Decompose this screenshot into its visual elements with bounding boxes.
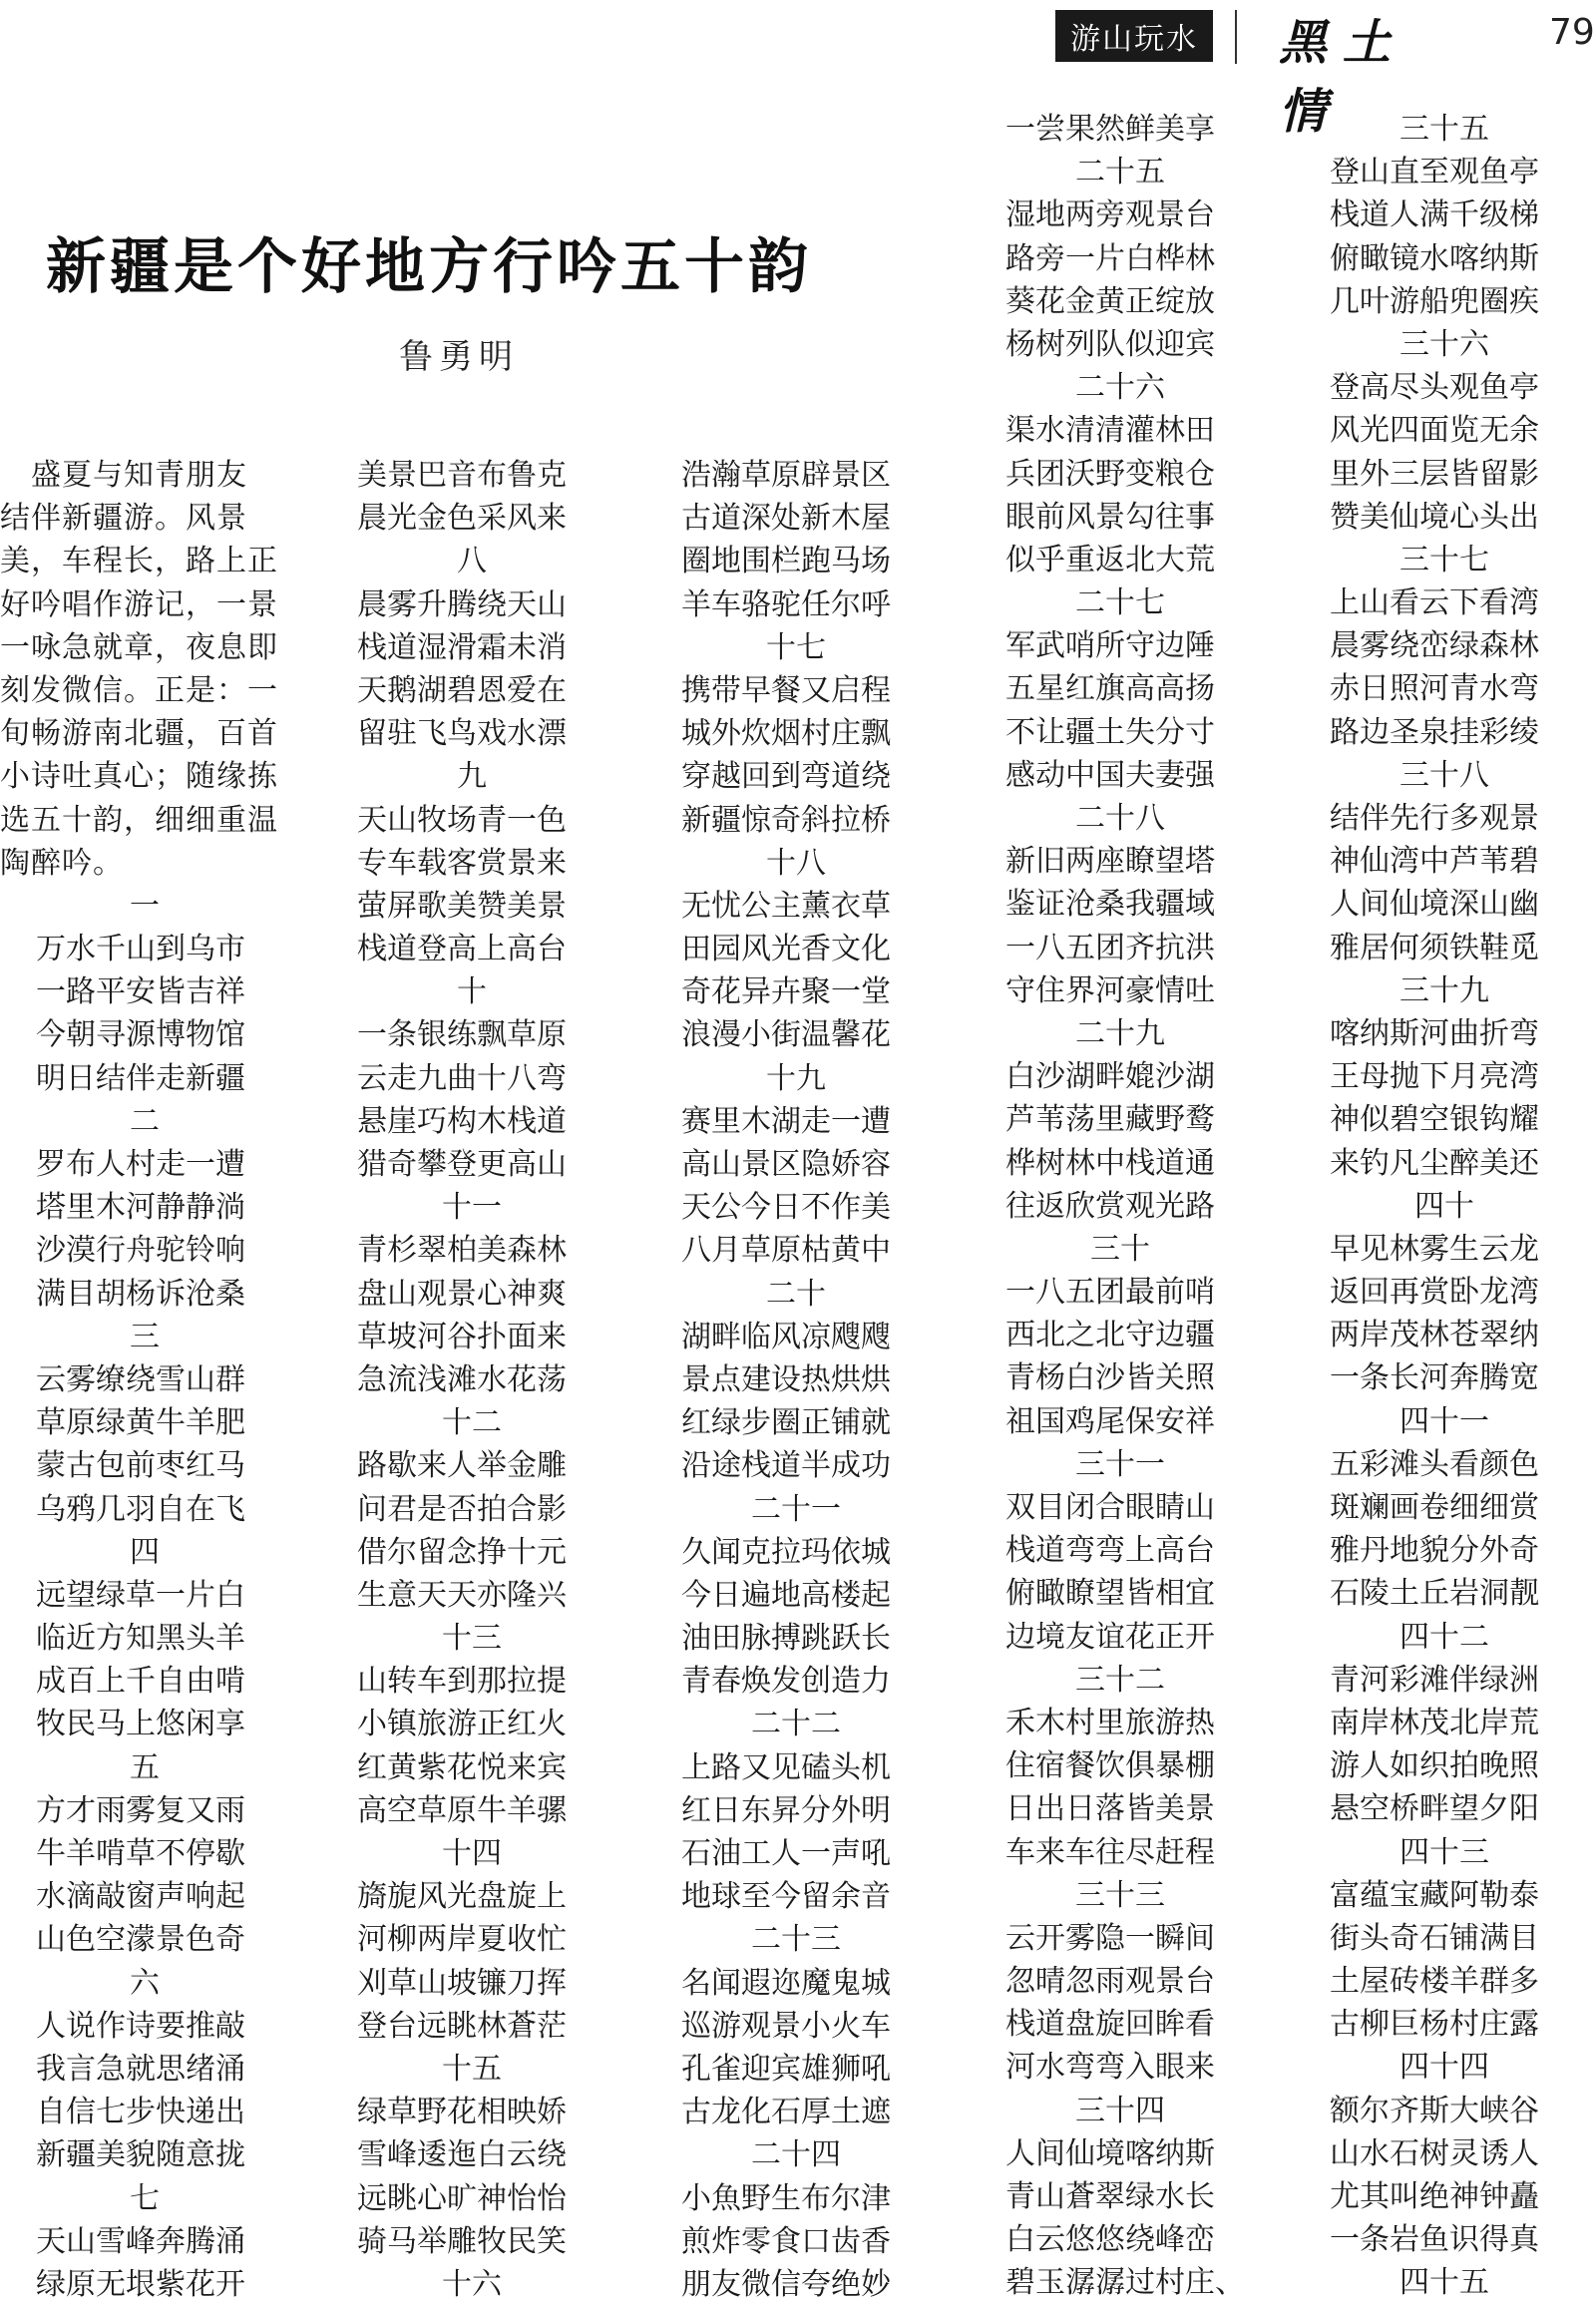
verse-line: 高山景区隐娇容 <box>681 1147 891 1182</box>
verse-line: 萤屏歌美赞美景 <box>357 888 567 924</box>
stanza-number: 三十五 <box>1399 112 1489 147</box>
verse-line: 沙漠行舟驼铃响 <box>36 1233 245 1269</box>
intro-line: 旬畅游南北疆，百首 <box>0 716 278 752</box>
stanza-number: 六 <box>130 1965 160 2001</box>
verse-line: 急流浅滩水花荡 <box>357 1361 567 1397</box>
verse-line: 石油工人一声吼 <box>681 1836 891 1871</box>
verse-line: 鉴证沧桑我疆域 <box>1005 887 1215 923</box>
verse-line: 我言急就思绪涌 <box>36 2051 245 2087</box>
verse-line: 新疆美貌随意拢 <box>36 2137 245 2173</box>
verse-line: 登台远眺林蒼茫 <box>357 2008 567 2044</box>
verse-line: 城外炊烟村庄飘 <box>681 716 891 752</box>
verse-line: 沿途栈道半成功 <box>681 1448 891 1484</box>
verse-line: 问君是否拍合影 <box>357 1491 567 1527</box>
verse-line: 刈草山坡镰刀挥 <box>357 1965 567 2001</box>
verse-line: 穿越回到弯道绕 <box>681 759 891 795</box>
verse-line: 自信七步快递出 <box>36 2095 245 2130</box>
verse-line: 杨树列队似迎宾 <box>1005 326 1215 362</box>
verse-line: 名闻遐迩魔鬼城 <box>681 1965 891 2001</box>
verse-line: 祖国鸡尾保安祥 <box>1005 1403 1215 1439</box>
verse-line: 红日东昇分外明 <box>681 1792 891 1828</box>
verse-line: 赞美仙境心头出 <box>1330 499 1539 535</box>
verse-line: 旖旎风光盘旋上 <box>357 1879 567 1915</box>
verse-line: 河柳两岸夏收忙 <box>357 1922 567 1958</box>
verse-line: 八月草原枯黄中 <box>681 1233 891 1269</box>
verse-line: 乌鸦几羽自在飞 <box>36 1491 245 1527</box>
verse-line: 白云悠悠绕峰峦 <box>1005 2222 1215 2258</box>
verse-line: 万水千山到乌市 <box>36 932 245 967</box>
stanza-number: 九 <box>457 759 487 795</box>
verse-line: 今朝寻源博物馆 <box>36 1017 245 1053</box>
verse-line: 今日遍地高楼起 <box>681 1577 891 1613</box>
verse-line: 水滴敲窗声响起 <box>36 1879 245 1915</box>
verse-line: 蒙古包前枣红马 <box>36 1448 245 1484</box>
verse-line: 奇花异卉聚一堂 <box>681 974 891 1010</box>
verse-line: 人间仙境深山幽 <box>1330 887 1539 923</box>
verse-line: 临近方知黑头羊 <box>36 1621 245 1657</box>
verse-line: 明日结伴走新疆 <box>36 1060 245 1096</box>
verse-line: 登高尽头观鱼亭 <box>1330 370 1539 406</box>
stanza-number: 三十九 <box>1399 972 1489 1008</box>
verse-line: 天鹅湖碧恩爱在 <box>357 672 567 708</box>
verse-line: 专车载客赏景来 <box>357 845 567 881</box>
verse-line: 不让疆土失分寸 <box>1005 714 1215 750</box>
verse-line: 湖畔临风凉飕飕 <box>681 1319 891 1354</box>
stanza-number: 三 <box>130 1319 160 1354</box>
verse-line: 路边圣泉挂彩绫 <box>1330 714 1539 750</box>
intro-line: 结伴新疆游。风景 <box>0 501 247 537</box>
verse-line: 天山牧场青一色 <box>357 802 567 838</box>
verse-line: 车来车往尽赶程 <box>1005 1834 1215 1870</box>
verse-line: 富蕴宝藏阿勒泰 <box>1330 1877 1539 1913</box>
verse-line: 悬空桥畔望夕阳 <box>1330 1791 1539 1827</box>
intro-line: 刻发微信。正是：一 <box>0 672 278 708</box>
verse-line: 新旧两座瞭望塔 <box>1005 844 1215 880</box>
stanza-number: 十八 <box>766 845 826 881</box>
page-number: 79 <box>1549 12 1595 53</box>
stanza-number: 二十五 <box>1075 155 1165 191</box>
verse-line: 湿地两旁观景台 <box>1005 197 1215 233</box>
verse-line: 边境友谊花正开 <box>1005 1619 1215 1655</box>
verse-line: 一条银练飘草原 <box>357 1017 567 1053</box>
stanza-number: 四 <box>130 1534 160 1570</box>
verse-line: 草坡河谷扑面来 <box>357 1319 567 1354</box>
verse-line: 猎奇攀登更高山 <box>357 1147 567 1182</box>
verse-line: 土屋砖楼羊群多 <box>1330 1964 1539 2000</box>
verse-line: 眼前风景勾往事 <box>1005 499 1215 535</box>
verse-line: 王母抛下月亮湾 <box>1330 1059 1539 1095</box>
verse-line: 草原绿黄牛羊肥 <box>36 1405 245 1441</box>
stanza-number: 一 <box>130 888 160 924</box>
verse-line: 路歇来人举金雕 <box>357 1448 567 1484</box>
verse-line: 借尔留念挣十元 <box>357 1534 567 1570</box>
verse-line: 牛羊啃草不停歇 <box>36 1836 245 1871</box>
verse-line: 渠水清清灌林田 <box>1005 413 1215 449</box>
verse-line: 桦树林中栈道通 <box>1005 1145 1215 1181</box>
verse-line: 结伴先行多观景 <box>1330 801 1539 836</box>
stanza-number: 四十一 <box>1399 1403 1489 1439</box>
verse-line: 兵团沃野变粮仓 <box>1005 456 1215 492</box>
verse-line: 留驻飞鸟戏水漂 <box>357 716 567 752</box>
verse-line: 绿原无垠紫花开 <box>36 2266 245 2302</box>
stanza-number: 三十 <box>1090 1231 1150 1267</box>
stanza-number: 二 <box>130 1103 160 1139</box>
verse-line: 浪漫小街温馨花 <box>681 1017 891 1053</box>
verse-line: 塔里木河静静淌 <box>36 1190 245 1226</box>
stanza-number: 十三 <box>442 1621 502 1657</box>
verse-line: 上路又见磕头机 <box>681 1749 891 1785</box>
verse-line: 来钓凡尘醉美还 <box>1330 1145 1539 1181</box>
verse-line: 俯瞰瞭望皆相宜 <box>1005 1576 1215 1612</box>
verse-line: 街头奇石铺满目 <box>1330 1920 1539 1956</box>
verse-line: 圈地围栏跑马场 <box>681 544 891 579</box>
article-title: 新疆是个好地方行吟五十韵 <box>46 232 812 302</box>
verse-line: 雅居何须铁鞋觅 <box>1330 930 1539 965</box>
verse-line: 云雾缭绕雪山群 <box>36 1361 245 1397</box>
intro-line: 陶醉吟。 <box>0 845 124 881</box>
stanza-number: 三十四 <box>1075 2093 1165 2128</box>
stanza-number: 二十一 <box>751 1491 841 1527</box>
verse-line: 神似碧空银钩耀 <box>1330 1102 1539 1138</box>
verse-line: 红黄紫花悦来宾 <box>357 1749 567 1785</box>
verse-line: 栈道湿滑霜未消 <box>357 629 567 665</box>
verse-line: 久闻克拉玛依城 <box>681 1534 891 1570</box>
stanza-number: 四十 <box>1414 1188 1474 1224</box>
stanza-number: 二十六 <box>1075 370 1165 406</box>
verse-line: 满目胡杨诉沧桑 <box>36 1276 245 1312</box>
verse-line: 牧民马上悠闲享 <box>36 1707 245 1742</box>
verse-line: 晨雾升腾绕天山 <box>357 586 567 622</box>
verse-line: 携带早餐又启程 <box>681 672 891 708</box>
verse-line: 雪峰逶迤白云绕 <box>357 2137 567 2173</box>
stanza-number: 十九 <box>766 1060 826 1096</box>
verse-line: 山水石树灵诱人 <box>1330 2135 1539 2171</box>
verse-line: 人说作诗要推敲 <box>36 2008 245 2044</box>
verse-line: 日出日落皆美景 <box>1005 1791 1215 1827</box>
verse-line: 一尝果然鲜美享 <box>1005 112 1215 147</box>
verse-line: 巡游观景小火车 <box>681 2008 891 2044</box>
text-column-4 <box>1005 108 1245 2305</box>
stanza-number: 十四 <box>442 1836 502 1871</box>
intro-line: 一咏急就章，夜息即 <box>0 629 278 665</box>
stanza-number: 十一 <box>442 1190 502 1226</box>
verse-line: 河水弯弯入眼来 <box>1005 2050 1215 2086</box>
verse-line: 栈道盘旋回眸看 <box>1005 2007 1215 2043</box>
verse-line: 骑马举雕牧民笑 <box>357 2223 567 2259</box>
verse-line: 青杨白沙皆关照 <box>1005 1360 1215 1396</box>
verse-line: 赛里木湖走一遭 <box>681 1103 891 1139</box>
verse-line: 天山雪峰奔腾涌 <box>36 2223 245 2259</box>
verse-line: 孔雀迎宾雄狮吼 <box>681 2051 891 2087</box>
verse-line: 喀纳斯河曲折弯 <box>1330 1015 1539 1051</box>
verse-line: 尤其叫绝神钟矗 <box>1330 2179 1539 2214</box>
verse-line: 天公今日不作美 <box>681 1190 891 1226</box>
intro-line: 选五十韵，细细重温 <box>0 802 278 838</box>
verse-line: 一条岩鱼识得真 <box>1330 2222 1539 2258</box>
stanza-number: 八 <box>457 544 487 579</box>
verse-line: 双目闭合眼睛山 <box>1005 1490 1215 1525</box>
text-column-2 <box>357 454 587 2306</box>
verse-line: 景点建设热烘烘 <box>681 1361 891 1397</box>
verse-line: 青春焕发创造力 <box>681 1664 891 1700</box>
verse-line: 神仙湾中芦苇碧 <box>1330 844 1539 880</box>
verse-line: 盘山观景心神爽 <box>357 1276 567 1312</box>
verse-line: 罗布人村走一遭 <box>36 1147 245 1182</box>
verse-line: 云开雾隐一瞬间 <box>1005 1920 1215 1956</box>
stanza-number: 三十八 <box>1399 757 1489 793</box>
verse-line: 古道深处新木屋 <box>681 501 891 537</box>
verse-line: 里外三层皆留影 <box>1330 456 1539 492</box>
verse-line: 禾木村里旅游热 <box>1005 1705 1215 1740</box>
verse-line: 山色空濛景色奇 <box>36 1922 245 1958</box>
verse-line: 青山蒼翠绿水长 <box>1005 2179 1215 2214</box>
verse-line: 云走九曲十八弯 <box>357 1060 567 1096</box>
verse-line: 地球至今留余音 <box>681 1879 891 1915</box>
verse-line: 青杉翠柏美森林 <box>357 1233 567 1269</box>
stanza-number: 二十八 <box>1075 801 1165 836</box>
verse-line: 古龙化石厚土遮 <box>681 2095 891 2130</box>
verse-line: 往返欣赏观光路 <box>1005 1188 1215 1224</box>
intro-line: 小诗吐真心；随缘拣 <box>0 759 278 795</box>
verse-line: 五星红旗高高扬 <box>1005 671 1215 707</box>
verse-line: 晨雾绕峦绿森林 <box>1330 628 1539 664</box>
stanza-number: 三十七 <box>1399 542 1489 577</box>
verse-line: 古柳巨杨村庄露 <box>1330 2007 1539 2043</box>
verse-line: 似乎重返北大荒 <box>1005 542 1215 577</box>
verse-line: 芦苇荡里藏野鹜 <box>1005 1102 1215 1138</box>
verse-line: 上山看云下看湾 <box>1330 585 1539 621</box>
verse-line: 斑斓画卷细细赏 <box>1330 1490 1539 1525</box>
verse-line: 新疆惊奇斜拉桥 <box>681 802 891 838</box>
verse-line: 悬崖巧构木栈道 <box>357 1103 567 1139</box>
verse-line: 忽晴忽雨观景台 <box>1005 1964 1215 2000</box>
stanza-number: 十五 <box>442 2051 502 2087</box>
stanza-number: 十七 <box>766 629 826 665</box>
verse-line: 人间仙境喀纳斯 <box>1005 2135 1215 2171</box>
verse-line: 小镇旅游正红火 <box>357 1707 567 1742</box>
stanza-number: 二十三 <box>751 1922 841 1958</box>
intro-line: 美，车程长，路上正 <box>0 544 278 579</box>
verse-line: 碧玉潺潺过村庄、 <box>1005 2265 1245 2301</box>
verse-line: 方才雨雾复又雨 <box>36 1792 245 1828</box>
stanza-number: 二十七 <box>1075 585 1165 621</box>
verse-line: 生意天天亦隆兴 <box>357 1577 567 1613</box>
stanza-number: 二十二 <box>751 1707 841 1742</box>
header-divider <box>1235 10 1237 64</box>
verse-line: 浩瀚草原辟景区 <box>681 458 891 493</box>
verse-line: 风光四面览无余 <box>1330 413 1539 449</box>
stanza-number: 十二 <box>442 1405 502 1441</box>
stanza-number: 七 <box>130 2180 160 2216</box>
verse-line: 成百上千自由啃 <box>36 1664 245 1700</box>
verse-line: 高空草原牛羊骡 <box>357 1792 567 1828</box>
intro-line: 好吟唱作游记，一景 <box>0 586 278 622</box>
stanza-number: 五 <box>130 1749 160 1785</box>
verse-line: 晨光金色采风来 <box>357 501 567 537</box>
verse-line: 美景巴音布鲁克 <box>357 458 567 493</box>
verse-line: 栈道人满千级梯 <box>1330 197 1539 233</box>
verse-line: 绿草野花相映娇 <box>357 2095 567 2130</box>
verse-line: 游人如织拍晚照 <box>1330 1748 1539 1784</box>
verse-line: 远眺心旷神怡怡 <box>357 2180 567 2216</box>
verse-line: 西北之北守边疆 <box>1005 1318 1215 1353</box>
verse-line: 羊车骆驼任尔呼 <box>681 586 891 622</box>
verse-line: 军武哨所守边陲 <box>1005 628 1215 664</box>
stanza-number: 十 <box>457 974 487 1010</box>
verse-line: 俯瞰镜水喀纳斯 <box>1330 240 1539 276</box>
verse-line: 远望绿草一片白 <box>36 1577 245 1613</box>
text-column-5 <box>1330 108 1559 2305</box>
verse-line: 山转车到那拉提 <box>357 1664 567 1700</box>
verse-line: 青河彩滩伴绿洲 <box>1330 1662 1539 1698</box>
intro-line: 盛夏与知青朋友 <box>0 458 247 493</box>
text-column-1 <box>0 454 299 2306</box>
verse-line: 栈道登高上高台 <box>357 932 567 967</box>
verse-line: 感动中国夫妻强 <box>1005 757 1215 793</box>
verse-line: 栈道弯弯上高台 <box>1005 1533 1215 1569</box>
verse-line: 五彩滩头看颜色 <box>1330 1446 1539 1482</box>
stanza-number: 四十四 <box>1399 2050 1489 2086</box>
verse-line: 雅丹地貌分外奇 <box>1330 1533 1539 1569</box>
verse-line: 守住界河豪情吐 <box>1005 972 1215 1008</box>
stanza-number: 三十六 <box>1399 326 1489 362</box>
verse-line: 油田脉搏跳跃长 <box>681 1621 891 1657</box>
stanza-number: 十六 <box>442 2266 502 2302</box>
magazine-name: 黑土情 <box>1279 15 1407 140</box>
verse-line: 一八五团最前哨 <box>1005 1275 1215 1311</box>
stanza-number: 二十四 <box>751 2137 841 2173</box>
verse-line: 一条长河奔腾宽 <box>1330 1360 1539 1396</box>
section-tag: 游山玩水 <box>1055 10 1213 62</box>
stanza-number: 四十五 <box>1399 2265 1489 2301</box>
stanza-number: 三十二 <box>1075 1662 1165 1698</box>
verse-line: 一八五团齐抗洪 <box>1005 930 1215 965</box>
stanza-number: 三十一 <box>1075 1446 1165 1482</box>
verse-line: 无忧公主薰衣草 <box>681 888 891 924</box>
stanza-number: 三十三 <box>1075 1877 1165 1913</box>
verse-line: 几叶游船兜圈疾 <box>1330 283 1539 319</box>
verse-line: 朋友微信夸绝妙 <box>681 2266 891 2302</box>
verse-line: 一路平安皆吉祥 <box>36 974 245 1010</box>
text-column-3 <box>681 454 911 2306</box>
verse-line: 石陵土丘岩洞靓 <box>1330 1576 1539 1612</box>
verse-line: 路旁一片白桦林 <box>1005 240 1215 276</box>
verse-line: 红绿步圈正铺就 <box>681 1405 891 1441</box>
stanza-number: 二十九 <box>1075 1015 1165 1051</box>
article-author: 鲁勇明 <box>399 337 519 377</box>
verse-line: 田园风光香文化 <box>681 932 891 967</box>
stanza-number: 四十三 <box>1399 1834 1489 1870</box>
verse-line: 煎炸零食口齿香 <box>681 2223 891 2259</box>
verse-line: 小魚野生布尔津 <box>681 2180 891 2216</box>
verse-line: 南岸林茂北岸荒 <box>1330 1705 1539 1740</box>
verse-line: 住宿餐饮俱暴棚 <box>1005 1748 1215 1784</box>
verse-line: 白沙湖畔媲沙湖 <box>1005 1059 1215 1095</box>
verse-line: 登山直至观鱼亭 <box>1330 155 1539 191</box>
verse-line: 葵花金黄正绽放 <box>1005 283 1215 319</box>
stanza-number: 四十二 <box>1399 1619 1489 1655</box>
verse-line: 额尔齐斯大峡谷 <box>1330 2093 1539 2128</box>
verse-line: 早见林雾生云龙 <box>1330 1231 1539 1267</box>
verse-line: 两岸茂林苍翠纳 <box>1330 1318 1539 1353</box>
stanza-number: 二十 <box>766 1276 826 1312</box>
verse-line: 赤日照河青水弯 <box>1330 671 1539 707</box>
verse-line: 返回再赏卧龙湾 <box>1330 1275 1539 1311</box>
